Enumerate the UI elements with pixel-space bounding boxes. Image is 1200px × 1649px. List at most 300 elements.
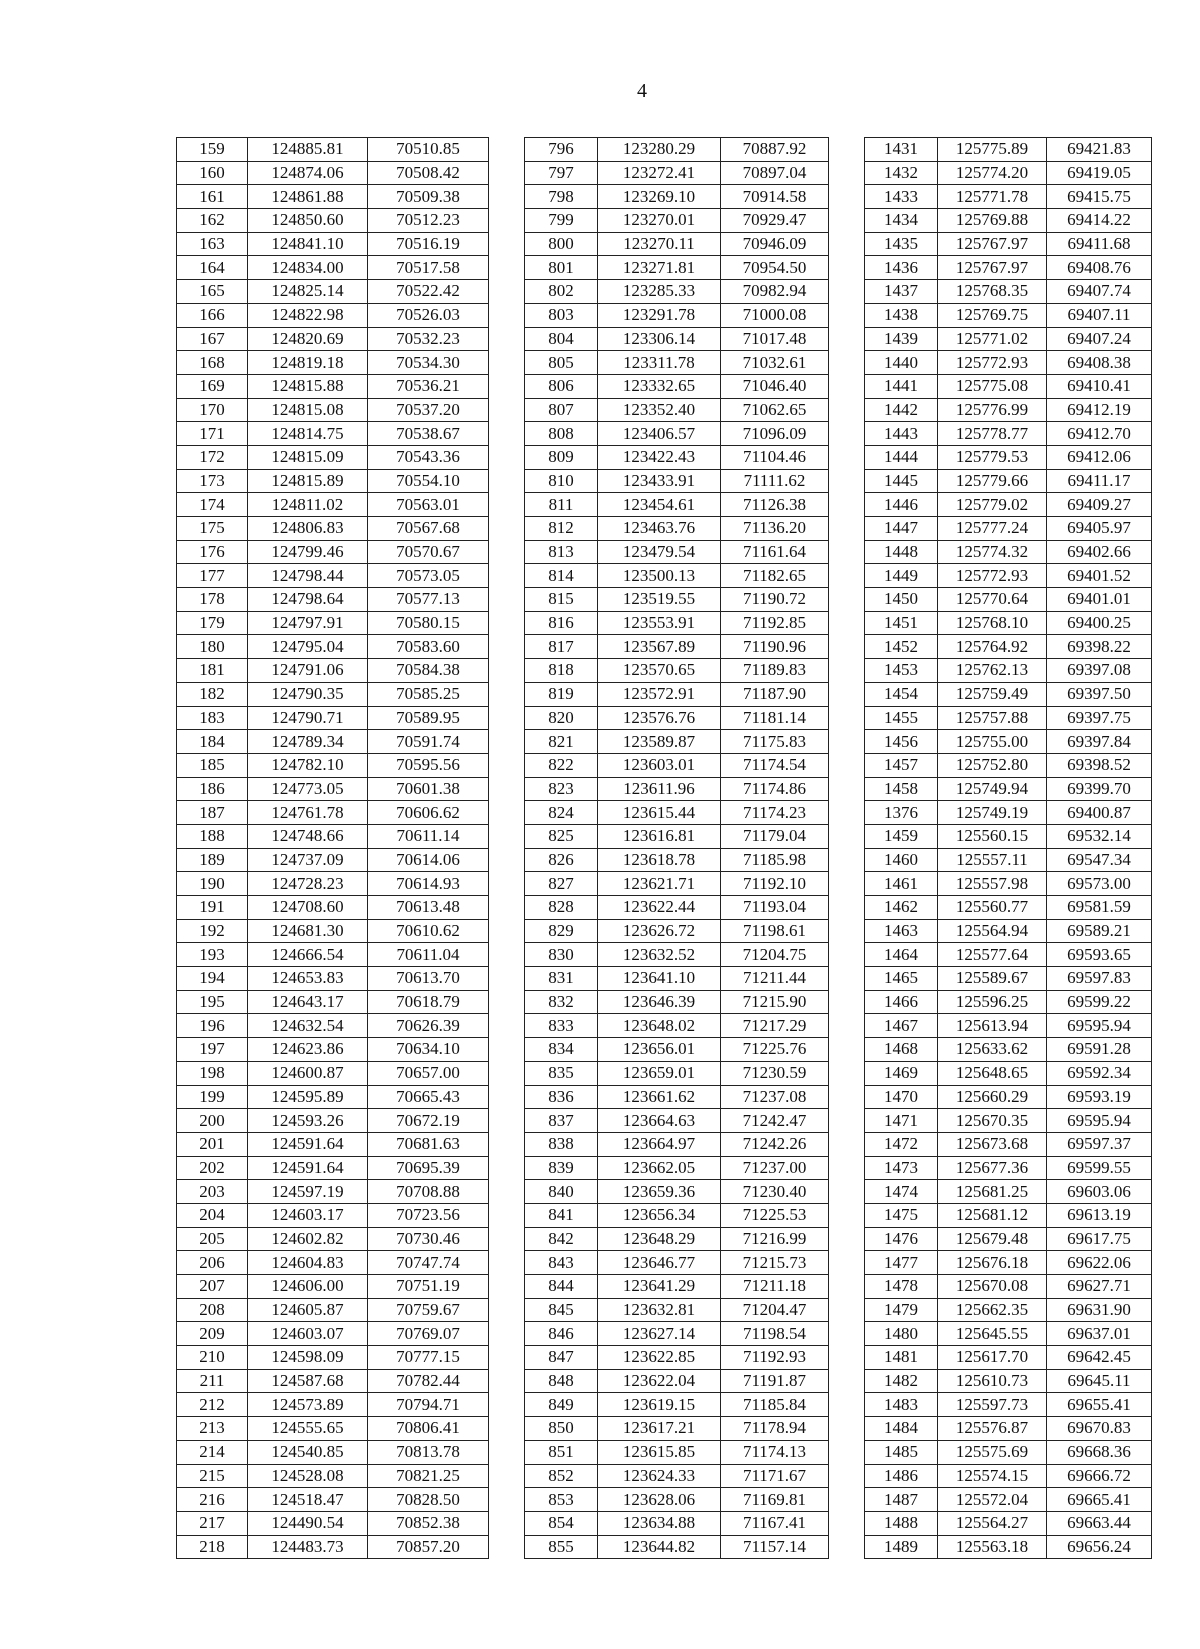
y-coordinate-c-cell: 69407.24: [1047, 327, 1152, 351]
point-number-a-cell: 167: [177, 327, 248, 351]
point-number-b-cell: 847: [525, 1346, 598, 1370]
column-separator: [829, 469, 865, 493]
point-number-b-cell: 817: [525, 635, 598, 659]
y-coordinate-a-cell: 70554.10: [368, 469, 489, 493]
point-number-c-cell: 1446: [865, 493, 938, 517]
y-coordinate-a-cell: 70611.04: [368, 943, 489, 967]
column-separator: [489, 469, 525, 493]
x-coordinate-b-cell: 123646.77: [598, 1251, 721, 1275]
point-number-a-cell: 175: [177, 517, 248, 541]
column-separator: [489, 967, 525, 991]
table-row: [177, 1203, 1152, 1227]
column-separator: [489, 1061, 525, 1085]
y-coordinate-b-cell: 71211.18: [721, 1275, 829, 1299]
y-coordinate-b-cell: 70914.58: [721, 185, 829, 209]
x-coordinate-c-cell: 125681.25: [938, 1180, 1047, 1204]
x-coordinate-c-cell: 125560.77: [938, 896, 1047, 920]
y-coordinate-a-cell: 70828.50: [368, 1488, 489, 1512]
x-coordinate-c-cell: 125673.68: [938, 1132, 1047, 1156]
y-coordinate-a-cell: 70570.67: [368, 540, 489, 564]
point-number-a-cell: 160: [177, 161, 248, 185]
column-separator: [489, 327, 525, 351]
point-number-c-cell: 1474: [865, 1180, 938, 1204]
x-coordinate-c-cell: 125564.94: [938, 919, 1047, 943]
x-coordinate-b-cell: 123641.29: [598, 1275, 721, 1299]
y-coordinate-a-cell: 70613.70: [368, 967, 489, 991]
point-number-a-cell: 161: [177, 185, 248, 209]
column-separator: [489, 635, 525, 659]
column-separator: [489, 398, 525, 422]
point-number-a-cell: 183: [177, 706, 248, 730]
x-coordinate-a-cell: 124591.64: [248, 1132, 368, 1156]
x-coordinate-c-cell: 125768.10: [938, 611, 1047, 635]
point-number-b-cell: 839: [525, 1156, 598, 1180]
y-coordinate-b-cell: 71161.64: [721, 540, 829, 564]
y-coordinate-b-cell: 71215.73: [721, 1251, 829, 1275]
point-number-a-cell: 163: [177, 232, 248, 256]
y-coordinate-b-cell: 71111.62: [721, 469, 829, 493]
x-coordinate-b-cell: 123271.81: [598, 256, 721, 280]
point-number-c-cell: 1455: [865, 706, 938, 730]
column-separator: [829, 327, 865, 351]
y-coordinate-b-cell: 71225.76: [721, 1038, 829, 1062]
column-separator: [489, 706, 525, 730]
point-number-b-cell: 801: [525, 256, 598, 280]
table-row: [177, 1535, 1152, 1559]
y-coordinate-c-cell: 69397.08: [1047, 659, 1152, 683]
column-separator: [489, 1464, 525, 1488]
x-coordinate-b-cell: 123619.15: [598, 1393, 721, 1417]
page-number: 4: [637, 80, 647, 102]
column-separator: [829, 1275, 865, 1299]
y-coordinate-c-cell: 69408.38: [1047, 351, 1152, 375]
x-coordinate-a-cell: 124604.83: [248, 1251, 368, 1275]
y-coordinate-a-cell: 70510.85: [368, 138, 489, 162]
table-row: [177, 990, 1152, 1014]
y-coordinate-c-cell: 69581.59: [1047, 896, 1152, 920]
x-coordinate-b-cell: 123270.11: [598, 232, 721, 256]
column-separator: [489, 422, 525, 446]
table-row: [177, 1298, 1152, 1322]
x-coordinate-c-cell: 125772.93: [938, 351, 1047, 375]
y-coordinate-c-cell: 69397.50: [1047, 682, 1152, 706]
point-number-a-cell: 193: [177, 943, 248, 967]
y-coordinate-a-cell: 70657.00: [368, 1061, 489, 1085]
x-coordinate-c-cell: 125681.12: [938, 1203, 1047, 1227]
x-coordinate-a-cell: 124632.54: [248, 1014, 368, 1038]
x-coordinate-b-cell: 123285.33: [598, 280, 721, 304]
column-separator: [829, 872, 865, 896]
point-number-a-cell: 213: [177, 1417, 248, 1441]
point-number-c-cell: 1466: [865, 990, 938, 1014]
point-number-b-cell: 814: [525, 564, 598, 588]
point-number-c-cell: 1444: [865, 445, 938, 469]
point-number-a-cell: 199: [177, 1085, 248, 1109]
point-number-c-cell: 1470: [865, 1085, 938, 1109]
x-coordinate-a-cell: 124528.08: [248, 1464, 368, 1488]
point-number-b-cell: 831: [525, 967, 598, 991]
y-coordinate-b-cell: 71237.08: [721, 1085, 829, 1109]
x-coordinate-c-cell: 125613.94: [938, 1014, 1047, 1038]
column-separator: [489, 801, 525, 825]
point-number-b-cell: 807: [525, 398, 598, 422]
x-coordinate-b-cell: 123628.06: [598, 1488, 721, 1512]
x-coordinate-b-cell: 123332.65: [598, 374, 721, 398]
point-number-b-cell: 833: [525, 1014, 598, 1038]
point-number-b-cell: 848: [525, 1369, 598, 1393]
y-coordinate-c-cell: 69573.00: [1047, 872, 1152, 896]
point-number-b-cell: 825: [525, 824, 598, 848]
point-number-c-cell: 1467: [865, 1014, 938, 1038]
point-number-a-cell: 203: [177, 1180, 248, 1204]
table-row: [177, 706, 1152, 730]
y-coordinate-a-cell: 70634.10: [368, 1038, 489, 1062]
y-coordinate-b-cell: 71193.04: [721, 896, 829, 920]
point-number-b-cell: 843: [525, 1251, 598, 1275]
y-coordinate-b-cell: 71191.87: [721, 1369, 829, 1393]
point-number-a-cell: 217: [177, 1511, 248, 1535]
point-number-a-cell: 204: [177, 1203, 248, 1227]
y-coordinate-b-cell: 71171.67: [721, 1464, 829, 1488]
y-coordinate-c-cell: 69597.83: [1047, 967, 1152, 991]
x-coordinate-b-cell: 123615.85: [598, 1440, 721, 1464]
y-coordinate-b-cell: 70982.94: [721, 280, 829, 304]
y-coordinate-b-cell: 71175.83: [721, 730, 829, 754]
y-coordinate-b-cell: 71198.61: [721, 919, 829, 943]
column-separator: [829, 1346, 865, 1370]
y-coordinate-a-cell: 70813.78: [368, 1440, 489, 1464]
table-row: [177, 351, 1152, 375]
y-coordinate-a-cell: 70580.15: [368, 611, 489, 635]
column-separator: [829, 445, 865, 469]
column-separator: [489, 232, 525, 256]
column-separator: [829, 1132, 865, 1156]
point-number-c-cell: 1450: [865, 588, 938, 612]
point-number-b-cell: 830: [525, 943, 598, 967]
table-row: [177, 588, 1152, 612]
x-coordinate-a-cell: 124825.14: [248, 280, 368, 304]
y-coordinate-a-cell: 70508.42: [368, 161, 489, 185]
y-coordinate-c-cell: 69410.41: [1047, 374, 1152, 398]
point-number-b-cell: 818: [525, 659, 598, 683]
point-number-c-cell: 1453: [865, 659, 938, 683]
y-coordinate-a-cell: 70806.41: [368, 1417, 489, 1441]
point-number-c-cell: 1478: [865, 1275, 938, 1299]
column-separator: [489, 659, 525, 683]
column-separator: [489, 303, 525, 327]
column-separator: [489, 1132, 525, 1156]
y-coordinate-a-cell: 70665.43: [368, 1085, 489, 1109]
point-number-b-cell: 796: [525, 138, 598, 162]
column-separator: [829, 1535, 865, 1559]
column-separator: [489, 445, 525, 469]
column-separator: [489, 1085, 525, 1109]
column-separator: [489, 753, 525, 777]
point-number-c-cell: 1479: [865, 1298, 938, 1322]
y-coordinate-a-cell: 70821.25: [368, 1464, 489, 1488]
x-coordinate-a-cell: 124874.06: [248, 161, 368, 185]
y-coordinate-c-cell: 69645.11: [1047, 1369, 1152, 1393]
y-coordinate-c-cell: 69401.52: [1047, 564, 1152, 588]
x-coordinate-a-cell: 124540.85: [248, 1440, 368, 1464]
table-row: [177, 256, 1152, 280]
point-number-c-cell: 1436: [865, 256, 938, 280]
column-separator: [829, 1322, 865, 1346]
column-separator: [489, 1298, 525, 1322]
x-coordinate-c-cell: 125772.93: [938, 564, 1047, 588]
x-coordinate-c-cell: 125560.15: [938, 824, 1047, 848]
point-number-c-cell: 1439: [865, 327, 938, 351]
point-number-b-cell: 820: [525, 706, 598, 730]
point-number-c-cell: 1489: [865, 1535, 938, 1559]
x-coordinate-b-cell: 123500.13: [598, 564, 721, 588]
y-coordinate-b-cell: 71000.08: [721, 303, 829, 327]
y-coordinate-b-cell: 71174.86: [721, 777, 829, 801]
x-coordinate-b-cell: 123433.91: [598, 469, 721, 493]
x-coordinate-a-cell: 124602.82: [248, 1227, 368, 1251]
point-number-b-cell: 823: [525, 777, 598, 801]
y-coordinate-b-cell: 71174.23: [721, 801, 829, 825]
column-separator: [829, 161, 865, 185]
column-separator: [829, 611, 865, 635]
x-coordinate-b-cell: 123454.61: [598, 493, 721, 517]
y-coordinate-b-cell: 71062.65: [721, 398, 829, 422]
column-separator: [829, 303, 865, 327]
point-number-c-cell: 1460: [865, 848, 938, 872]
point-number-a-cell: 200: [177, 1109, 248, 1133]
column-separator: [489, 1488, 525, 1512]
y-coordinate-b-cell: 71136.20: [721, 517, 829, 541]
column-separator: [489, 1203, 525, 1227]
y-coordinate-a-cell: 70567.68: [368, 517, 489, 541]
point-number-b-cell: 809: [525, 445, 598, 469]
point-number-b-cell: 813: [525, 540, 598, 564]
y-coordinate-c-cell: 69407.74: [1047, 280, 1152, 304]
column-separator: [829, 706, 865, 730]
y-coordinate-c-cell: 69627.71: [1047, 1275, 1152, 1299]
x-coordinate-a-cell: 124606.00: [248, 1275, 368, 1299]
x-coordinate-b-cell: 123632.81: [598, 1298, 721, 1322]
y-coordinate-a-cell: 70857.20: [368, 1535, 489, 1559]
point-number-c-cell: 1487: [865, 1488, 938, 1512]
y-coordinate-c-cell: 69414.22: [1047, 209, 1152, 233]
x-coordinate-a-cell: 124773.05: [248, 777, 368, 801]
point-number-c-cell: 1464: [865, 943, 938, 967]
x-coordinate-b-cell: 123664.97: [598, 1132, 721, 1156]
point-number-c-cell: 1452: [865, 635, 938, 659]
x-coordinate-b-cell: 123617.21: [598, 1417, 721, 1441]
column-separator: [489, 256, 525, 280]
column-separator: [489, 1393, 525, 1417]
table-row: [177, 209, 1152, 233]
table-row: [177, 445, 1152, 469]
x-coordinate-b-cell: 123659.36: [598, 1180, 721, 1204]
x-coordinate-b-cell: 123616.81: [598, 824, 721, 848]
column-separator: [489, 943, 525, 967]
table-row: [177, 1085, 1152, 1109]
x-coordinate-c-cell: 125662.35: [938, 1298, 1047, 1322]
x-coordinate-a-cell: 124737.09: [248, 848, 368, 872]
point-number-a-cell: 170: [177, 398, 248, 422]
y-coordinate-a-cell: 70777.15: [368, 1346, 489, 1370]
y-coordinate-c-cell: 69421.83: [1047, 138, 1152, 162]
point-number-b-cell: 835: [525, 1061, 598, 1085]
column-separator: [489, 138, 525, 162]
x-coordinate-a-cell: 124834.00: [248, 256, 368, 280]
x-coordinate-b-cell: 123406.57: [598, 422, 721, 446]
x-coordinate-c-cell: 125660.29: [938, 1085, 1047, 1109]
y-coordinate-c-cell: 69407.11: [1047, 303, 1152, 327]
x-coordinate-c-cell: 125759.49: [938, 682, 1047, 706]
x-coordinate-b-cell: 123272.41: [598, 161, 721, 185]
y-coordinate-a-cell: 70543.36: [368, 445, 489, 469]
y-coordinate-c-cell: 69415.75: [1047, 185, 1152, 209]
point-number-b-cell: 826: [525, 848, 598, 872]
column-separator: [829, 848, 865, 872]
x-coordinate-c-cell: 125775.08: [938, 374, 1047, 398]
y-coordinate-b-cell: 71204.47: [721, 1298, 829, 1322]
x-coordinate-a-cell: 124603.17: [248, 1203, 368, 1227]
x-coordinate-b-cell: 123615.44: [598, 801, 721, 825]
column-separator: [829, 967, 865, 991]
point-number-c-cell: 1484: [865, 1417, 938, 1441]
point-number-b-cell: 798: [525, 185, 598, 209]
y-coordinate-c-cell: 69656.24: [1047, 1535, 1152, 1559]
point-number-c-cell: 1477: [865, 1251, 938, 1275]
y-coordinate-b-cell: 70887.92: [721, 138, 829, 162]
y-coordinate-c-cell: 69613.19: [1047, 1203, 1152, 1227]
y-coordinate-c-cell: 69663.44: [1047, 1511, 1152, 1535]
point-number-a-cell: 178: [177, 588, 248, 612]
y-coordinate-b-cell: 71216.99: [721, 1227, 829, 1251]
point-number-c-cell: 1457: [865, 753, 938, 777]
column-separator: [489, 1535, 525, 1559]
point-number-a-cell: 174: [177, 493, 248, 517]
x-coordinate-b-cell: 123422.43: [598, 445, 721, 469]
y-coordinate-a-cell: 70585.25: [368, 682, 489, 706]
y-coordinate-b-cell: 70954.50: [721, 256, 829, 280]
x-coordinate-c-cell: 125764.92: [938, 635, 1047, 659]
point-number-a-cell: 198: [177, 1061, 248, 1085]
column-separator: [829, 517, 865, 541]
y-coordinate-c-cell: 69532.14: [1047, 824, 1152, 848]
y-coordinate-c-cell: 69397.75: [1047, 706, 1152, 730]
x-coordinate-b-cell: 123624.33: [598, 1464, 721, 1488]
y-coordinate-c-cell: 69419.05: [1047, 161, 1152, 185]
column-separator: [829, 564, 865, 588]
y-coordinate-c-cell: 69589.21: [1047, 919, 1152, 943]
y-coordinate-b-cell: 71017.48: [721, 327, 829, 351]
x-coordinate-a-cell: 124885.81: [248, 138, 368, 162]
x-coordinate-a-cell: 124822.98: [248, 303, 368, 327]
y-coordinate-c-cell: 69409.27: [1047, 493, 1152, 517]
x-coordinate-b-cell: 123280.29: [598, 138, 721, 162]
point-number-b-cell: 803: [525, 303, 598, 327]
point-number-a-cell: 212: [177, 1393, 248, 1417]
x-coordinate-c-cell: 125679.48: [938, 1227, 1047, 1251]
x-coordinate-a-cell: 124789.34: [248, 730, 368, 754]
x-coordinate-c-cell: 125597.73: [938, 1393, 1047, 1417]
point-number-b-cell: 799: [525, 209, 598, 233]
column-separator: [829, 919, 865, 943]
point-number-b-cell: 840: [525, 1180, 598, 1204]
y-coordinate-b-cell: 71190.72: [721, 588, 829, 612]
x-coordinate-a-cell: 124798.64: [248, 588, 368, 612]
x-coordinate-c-cell: 125755.00: [938, 730, 1047, 754]
y-coordinate-a-cell: 70536.21: [368, 374, 489, 398]
column-separator: [489, 493, 525, 517]
point-number-a-cell: 207: [177, 1275, 248, 1299]
column-separator: [489, 209, 525, 233]
x-coordinate-b-cell: 123611.96: [598, 777, 721, 801]
column-separator: [829, 588, 865, 612]
point-number-c-cell: 1432: [865, 161, 938, 185]
y-coordinate-a-cell: 70614.06: [368, 848, 489, 872]
table-row: [177, 564, 1152, 588]
column-separator: [829, 1156, 865, 1180]
column-separator: [829, 1464, 865, 1488]
point-number-b-cell: 805: [525, 351, 598, 375]
table-row: [177, 682, 1152, 706]
x-coordinate-c-cell: 125575.69: [938, 1440, 1047, 1464]
y-coordinate-c-cell: 69400.87: [1047, 801, 1152, 825]
point-number-a-cell: 164: [177, 256, 248, 280]
column-separator: [829, 659, 865, 683]
table-row: [177, 777, 1152, 801]
column-separator: [489, 1227, 525, 1251]
x-coordinate-c-cell: 125774.32: [938, 540, 1047, 564]
column-separator: [489, 1038, 525, 1062]
y-coordinate-a-cell: 70606.62: [368, 801, 489, 825]
y-coordinate-b-cell: 71215.90: [721, 990, 829, 1014]
table-row: [177, 848, 1152, 872]
x-coordinate-a-cell: 124555.65: [248, 1417, 368, 1441]
y-coordinate-a-cell: 70573.05: [368, 564, 489, 588]
y-coordinate-a-cell: 70538.67: [368, 422, 489, 446]
y-coordinate-a-cell: 70512.23: [368, 209, 489, 233]
point-number-a-cell: 195: [177, 990, 248, 1014]
column-separator: [489, 1417, 525, 1441]
x-coordinate-a-cell: 124815.09: [248, 445, 368, 469]
y-coordinate-b-cell: 71225.53: [721, 1203, 829, 1227]
x-coordinate-b-cell: 123644.82: [598, 1535, 721, 1559]
point-number-a-cell: 181: [177, 659, 248, 683]
column-separator: [489, 374, 525, 398]
x-coordinate-a-cell: 124811.02: [248, 493, 368, 517]
point-number-b-cell: 806: [525, 374, 598, 398]
column-separator: [489, 185, 525, 209]
point-number-c-cell: 1473: [865, 1156, 938, 1180]
point-number-c-cell: 1468: [865, 1038, 938, 1062]
y-coordinate-b-cell: 71192.85: [721, 611, 829, 635]
x-coordinate-c-cell: 125779.66: [938, 469, 1047, 493]
point-number-a-cell: 176: [177, 540, 248, 564]
table-row: [177, 611, 1152, 635]
y-coordinate-c-cell: 69595.94: [1047, 1014, 1152, 1038]
point-number-b-cell: 846: [525, 1322, 598, 1346]
point-number-a-cell: 209: [177, 1322, 248, 1346]
y-coordinate-a-cell: 70782.44: [368, 1369, 489, 1393]
x-coordinate-a-cell: 124593.26: [248, 1109, 368, 1133]
point-number-a-cell: 171: [177, 422, 248, 446]
x-coordinate-a-cell: 124806.83: [248, 517, 368, 541]
y-coordinate-b-cell: 71032.61: [721, 351, 829, 375]
y-coordinate-c-cell: 69402.66: [1047, 540, 1152, 564]
y-coordinate-c-cell: 69547.34: [1047, 848, 1152, 872]
x-coordinate-a-cell: 124587.68: [248, 1369, 368, 1393]
table-row: [177, 1038, 1152, 1062]
x-coordinate-b-cell: 123306.14: [598, 327, 721, 351]
